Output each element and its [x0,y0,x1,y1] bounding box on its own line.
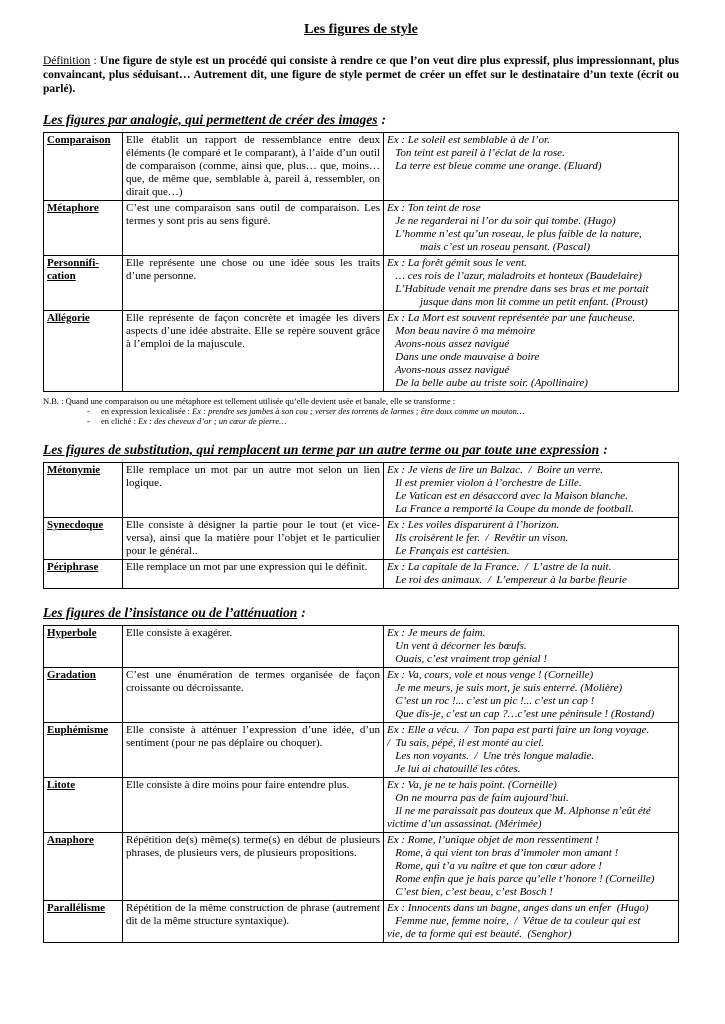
figure-definition: Répétition de(s) même(s) terme(s) en début de plusieurs phrases, de plusieurs vers, de plusieurs propositions. [123,833,384,901]
example-line: Je ne regarderai ni l’or du soir qui tombe. (Hugo) [387,215,616,227]
nota-bene [43,396,679,426]
figure-term: Gradation [44,668,123,723]
figure-examples [384,463,679,518]
table-row [44,133,679,201]
bullet-dash: - [87,416,90,426]
example-line: De la belle aube au triste soir. (Apollinaire) [387,377,588,389]
figure-term: Parallélisme [44,901,123,943]
example-line: jusque dans mon lit comme un petit enfant. (Proust) [387,296,648,308]
example-line: Rome, à qui vient ton bras d’immoler mon amant ! [387,847,619,859]
example-line: Ex : Je meurs de faim. [387,627,486,639]
example-line: C’est un roc !... c’est un pic !... c’est un cap ! [387,695,595,707]
example-line: Ils croisèrent le fer. / Revêtir un vison. [387,532,569,544]
figure-definition: Elle représente de façon concrète et imagée les divers aspects d’une idée abstraite. Elle se repère souvent grâce à l’emploi de la majuscule. [123,311,384,392]
example-line: Avons-nous assez navigué [387,364,510,376]
nota-bene-example: Ex : des cheveux d’or ; un cœur de pierre… [138,416,287,426]
table-row [44,256,679,311]
example-line: Un vent à décorner les bœufs. [387,640,527,652]
definition-text: Une figure de style est un procédé qui consiste à rendre ce que l’on veut dire plus expressif, plus impressionnant, plus convaincant, plus séduisant… Autrement dit, une figure de style permet de créer un effet sur le destinataire d’un texte (écrit ou parlé). [43,55,679,95]
figure-term: Allégorie [44,311,123,392]
bullet-dash: - [87,406,90,416]
figure-definition: Elle établit un rapport de ressemblance entre deux éléments (le comparé et le comparant), à l’aide d’un outil de comparaison (comme, ainsi que, plus… que, moins… que, de même que, semblable à, pareil à, ressembler, on dirait que…) [123,133,384,201]
example-line: Dans une onde mauvaise à boire [387,351,540,363]
example-line: Les non voyants. / Une très longue maladie. [387,750,595,762]
figure-term: Personnifi-cation [44,256,123,311]
figure-definition: Elle remplace un mot par un autre mot selon un lien logique. [123,463,384,518]
example-line: Ex : La Mort est souvent représentée par une faucheuse. [387,312,636,324]
figure-term: Périphrase [44,560,123,589]
figure-examples [384,201,679,256]
table-row [44,723,679,778]
section-title [43,442,679,458]
page-title: Les figures de style [304,22,418,37]
table-row [44,463,679,518]
example-line: Rome enfin que je hais parce qu’elle t’honore ! (Corneille) [387,873,655,885]
example-line: vie, de ta forme qui est beauté. (Senghor) [387,928,572,940]
example-line: Ex : La capitale de la France. / L’astre de la nuit. [387,561,612,573]
nota-bene-item [43,416,679,426]
figure-examples [384,723,679,778]
example-line: … ces rois de l’azur, maladroits et honteux (Baudelaire) [387,270,642,282]
example-line: Ex : Le soleil est semblable à de l’or. [387,134,550,146]
section-spacer [43,589,679,605]
table-row [44,201,679,256]
table-row [44,311,679,392]
example-line: Ex : Les voiles disparurent à l’horizon. [387,519,560,531]
example-line: Je me meurs, je suis mort, je suis enterré. (Molière) [387,682,623,694]
example-line: Il est premier violon à l’orchestre de Lille. [387,477,582,489]
example-line: Avons-nous assez navigué [387,338,510,350]
figure-term: Euphémisme [44,723,123,778]
table-row [44,833,679,901]
definition-separator: : [90,55,100,67]
table-row [44,560,679,589]
figure-definition: C’est une comparaison sans outil de comparaison. Les termes y sont pris au sens figuré. [123,201,384,256]
example-line: Le Vatican est en désaccord avec la Maison blanche. [387,490,628,502]
example-line: Mon beau navire ô ma mémoire [387,325,536,337]
figure-term: Synecdoque [44,518,123,560]
sections-container [43,112,679,943]
nota-bene-intro: N.B. : Quand une comparaison ou une métaphore est tellement utilisée qu’elle devient usée et banale, elle se transforme : [43,396,456,406]
figure-definition: Elle consiste à atténuer l’expression d’une idée, d’un sentiment (pour ne pas déplaire ou choquer). [123,723,384,778]
example-line: La terre est bleue comme une orange. (Eluard) [387,160,602,172]
example-line: Ex : Va, je ne te hais point. (Corneille) [387,779,557,791]
nota-bene-item [43,406,679,416]
section-title-colon: : [301,605,306,620]
example-line: Ton teint est pareil à l’éclat de la rose. [387,147,565,159]
example-line: Ex : Rome, l’unique objet de mon ressentiment ! [387,834,599,846]
figures-table [43,625,679,943]
figure-examples [384,311,679,392]
figure-term: Anaphore [44,833,123,901]
example-line: La France a remporté la Coupe du monde de football. [387,503,634,515]
example-line: mais c’est un roseau pensant. (Pascal) [387,241,591,253]
example-line: Il ne me paraissait pas douteux que M. Alphonse n’eût été [387,805,651,817]
table-row [44,668,679,723]
section-title [43,605,679,621]
example-line: Femme nue, femme noire, / Vêtue de ta couleur qui est [387,915,641,927]
figure-examples [384,518,679,560]
table-row [44,518,679,560]
figure-definition: Elle consiste à exagérer. [123,626,384,668]
nota-bene-label: en expression lexicalisée : [101,406,193,416]
section-title-colon: : [381,112,386,127]
figure-term: Métonymie [44,463,123,518]
example-line: Ex : Va, cours, vole et nous venge ! (Corneille) [387,669,594,681]
figure-examples [384,133,679,201]
table-row [44,626,679,668]
example-line: Rome, qui t’a vu naître et que ton cœur adore ! [387,860,602,872]
figure-examples [384,256,679,311]
example-line: Ex : Elle a vécu. / Ton papa est parti faire un long voyage. [387,724,650,736]
figure-definition: Elle consiste à désigner la partie pour le tout (et vice-versa), ainsi que la matière pour l’objet et le particulier pour le général.. [123,518,384,560]
example-line: victime d’un assassinat. (Mérimée) [387,818,542,830]
figure-term: Hyperbole [44,626,123,668]
definition-paragraph [43,54,679,96]
definition-label: Définition [43,55,91,67]
figure-examples [384,778,679,833]
section-title-text: Les figures de substitution, qui remplacent un terme par un autre terme ou par toute une expression [43,442,600,457]
table-row [44,901,679,943]
example-line: C’est bien, c’est beau, c’est Bosch ! [387,886,553,898]
example-line: L’homme n’est qu’un roseau, le plus faible de la nature, [387,228,642,240]
nota-bene-label: en cliché : [101,416,139,426]
figure-examples [384,833,679,901]
example-line: Le Français est cartésien. [387,545,510,557]
section-title [43,112,679,128]
example-line: Ouais, c’est vraiment trop génial ! [387,653,547,665]
figure-definition: Elle représente une chose ou une idée sous les traits d’une personne. [123,256,384,311]
example-line: Que dis-je, c’est un cap ?…c’est une péninsule ! (Rostand) [387,708,655,720]
figure-definition: C’est une énumération de termes organisée de façon croissante ou décroissante. [123,668,384,723]
nota-bene-example: Ex : prendre ses jambes à son cou ; verser des torrents de larmes ; être doux comme un mouton… [192,406,525,416]
figure-term: Litote [44,778,123,833]
figure-term: Comparaison [44,133,123,201]
section-title-text: Les figures par analogie, qui permettent de créer des images [43,112,378,127]
example-line: Ex : Je viens de lire un Balzac. / Boire un verre. [387,464,603,476]
figure-examples [384,626,679,668]
table-row [44,778,679,833]
figure-definition: Elle remplace un mot par une expression qui le définit. [123,560,384,589]
example-line: Ex : Ton teint de rose [387,202,481,214]
example-line: Ex : Innocents dans un bagne, anges dans un enfer (Hugo) [387,902,649,914]
example-line: L’Habitude venait me prendre dans ses bras et me portait [387,283,649,295]
figures-table [43,462,679,589]
example-line: Ex : La forêt gémit sous le vent. [387,257,527,269]
figure-examples [384,668,679,723]
figures-table [43,132,679,392]
example-line: Le roi des animaux. / L’empereur à la barbe fleurie [387,574,627,586]
figure-definition: Elle consiste à dire moins pour faire entendre plus. [123,778,384,833]
figure-examples [384,901,679,943]
figure-examples [384,560,679,589]
section-title-colon: : [603,442,608,457]
example-line: / Tu sais, pépé, il est monté au ciel. [387,737,545,749]
example-line: Je lui ai chatouillé les côtes. [387,763,521,775]
section-title-text: Les figures de l’insistance ou de l’atténuation [43,605,298,620]
example-line: On ne mourra pas de faim aujourd’hui. [387,792,569,804]
figure-definition: Répétition de la même construction de phrase (autrement dit de la même structure syntaxique). [123,901,384,943]
figure-term: Métaphore [44,201,123,256]
